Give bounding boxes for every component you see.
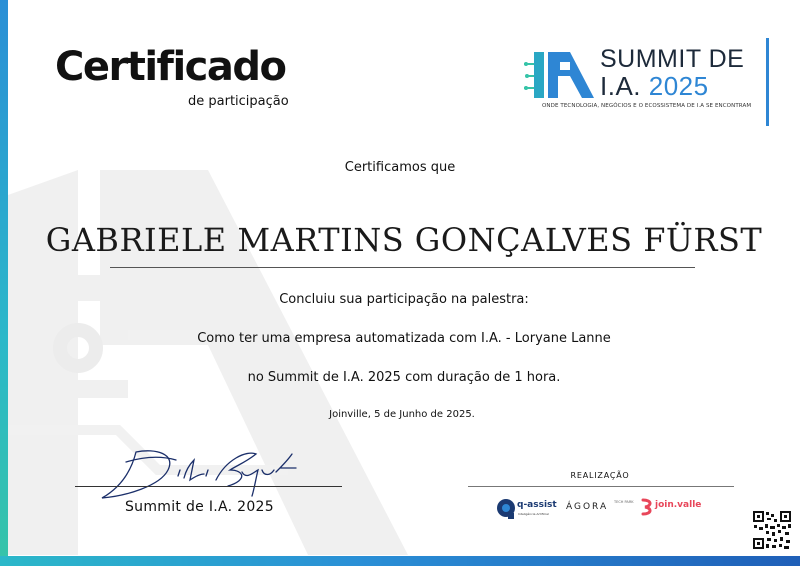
qassist-logo-subtext: Inteligência Artificial xyxy=(518,512,549,516)
agora-logo-subtext: TECH PARK xyxy=(614,500,634,504)
summit-logo-line2 xyxy=(600,72,709,100)
left-accent-bar xyxy=(0,0,8,566)
name-underline xyxy=(110,267,695,268)
completion-text: Concluiu sua participação na palestra: xyxy=(279,292,529,307)
qassist-logo-text: q-assist xyxy=(517,500,557,510)
organizers-heading: REALIZAÇÃO xyxy=(570,471,630,480)
agora-logo-text: ÁGORA xyxy=(566,502,609,512)
certificate-subtitle: de participação xyxy=(188,94,289,109)
qr-code[interactable] xyxy=(752,510,792,550)
signature-line xyxy=(75,486,342,487)
bottom-accent-bar xyxy=(0,556,800,566)
summit-logo-year: 2025 xyxy=(648,71,709,101)
certify-text: Certificamos que xyxy=(344,160,456,175)
summit-logo-icon xyxy=(524,48,596,104)
date-text: Joinville, 5 de Junho de 2025. xyxy=(329,409,475,420)
summit-logo-tagline: ONDE TECNOLOGIA, NEGÓCIOS E O ECOSSISTEMA DE I.A SE ENCONTRAM xyxy=(542,103,752,109)
certificate-title: Certificado xyxy=(55,44,286,90)
logo-divider xyxy=(766,38,769,126)
summit-logo-line1: SUMMIT DE xyxy=(600,45,745,73)
signature-label: Summit de I.A. 2025 xyxy=(125,499,274,515)
event-text: no Summit de I.A. 2025 com duração de 1 hora. xyxy=(247,370,561,385)
talk-title: Como ter uma empresa automatizada com I.A. - Loryane Lanne xyxy=(197,331,611,346)
summit-logo-ia: I.A. xyxy=(600,71,642,101)
joinville-logo-icon xyxy=(640,498,654,516)
participant-name: GABRIELE MARTINS GONÇALVES FÜRST xyxy=(45,221,763,259)
joinville-logo-text: join.valle xyxy=(655,500,702,510)
organizers-line xyxy=(468,486,734,487)
qassist-logo-icon xyxy=(496,498,516,520)
handwritten-signature xyxy=(96,440,306,504)
